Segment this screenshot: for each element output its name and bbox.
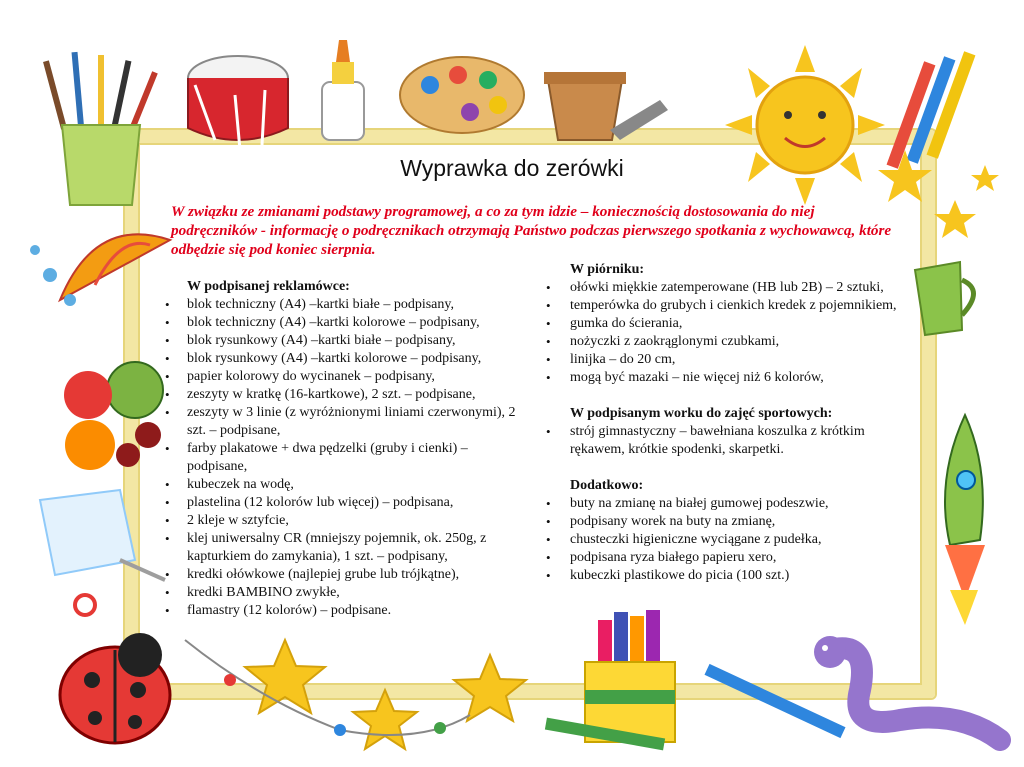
bullet-icon: •: [165, 387, 170, 402]
intro-notice: W związku ze zmianami podstawy programowej, a co za tym idzie – koniecznością dostosowania do niej podręczników - informację o podręcznikach otrzymają Państwo podczas pierwszego spotkania z wychowawcą, które odbędzie się pod koniec sierpnia.: [171, 203, 892, 259]
list-item-text: zeszyty w 3 linie (z wyróżnionymi liniami czerwonymi), 2 szt. – podpisane,: [187, 405, 516, 438]
list-item: [163, 314, 523, 332]
paper-scissors-icon: [40, 490, 165, 615]
list-item-text: kredki ołówkowe (najlepiej grube lub trójkątne),: [187, 567, 460, 582]
bullet-icon: •: [165, 297, 170, 312]
list-item-text: kubeczki plastikowe do picia (100 szt.): [570, 568, 790, 583]
list-item: [544, 513, 919, 531]
bullet-icon: •: [165, 531, 170, 546]
umbrella-icon: [30, 234, 170, 306]
list-item-text: zeszyty w kratkę (16-kartkowe), 2 szt. – podpisane,: [187, 387, 476, 402]
list-item: [544, 531, 919, 549]
left-column: [163, 278, 523, 620]
bullet-icon: •: [165, 333, 170, 348]
bullet-icon: •: [165, 567, 170, 582]
list-item: [544, 549, 919, 567]
list-item: [163, 332, 523, 350]
list-item-text: strój gimnastyczny – bawełniana koszulka z krótkim rękawem, krótkie spodenki, skarpetki.: [570, 424, 865, 457]
worm-icon: [814, 636, 1000, 740]
list-item-text: blok techniczny (A4) –kartki białe – podpisany,: [187, 297, 454, 312]
pencils-top-right-icon: [887, 51, 976, 168]
list-item: [163, 566, 523, 584]
list-item: [163, 350, 523, 368]
list-item-text: podpisana ryza białego papieru xero,: [570, 550, 777, 565]
list-item-text: gumka do ścierania,: [570, 316, 683, 331]
section-spacer: [544, 387, 919, 405]
list-item: [544, 369, 919, 387]
list-bag-items: [163, 296, 523, 620]
list-item: [544, 333, 919, 351]
bullet-icon: •: [165, 369, 170, 384]
bullet-icon: •: [546, 424, 551, 439]
brushes-cup-icon: [43, 52, 158, 205]
list-item-text: podpisany worek na buty na zmianę,: [570, 514, 776, 529]
section-spacer: [544, 459, 919, 477]
list-item-text: mogą być mazaki – nie więcej niż 6 kolorów,: [570, 370, 824, 385]
list-item: [544, 351, 919, 369]
list-item-text: temperówka do grubych i cienkich kredek z pojemnikiem,: [570, 298, 897, 313]
list-item: [163, 386, 523, 404]
list-item: [163, 296, 523, 314]
list-item: [544, 495, 919, 513]
bullet-icon: •: [546, 514, 551, 529]
list-item: [163, 368, 523, 386]
list-item-text: plastelina (12 kolorów lub więcej) – podpisana,: [187, 495, 454, 510]
section-list: [544, 495, 919, 585]
bullet-icon: •: [165, 315, 170, 330]
drum-icon: [188, 56, 288, 150]
list-item: [163, 584, 523, 602]
list-item: [163, 476, 523, 494]
section-heading: W piórniku:: [570, 262, 645, 277]
list-item-text: blok rysunkowy (A4) –kartki białe – podpisany,: [187, 333, 456, 348]
bullet-icon: •: [546, 280, 551, 295]
bullet-icon: •: [165, 495, 170, 510]
list-item-text: buty na zmianę na białej gumowej podeszwie,: [570, 496, 829, 511]
section-heading: Dodatkowo:: [570, 478, 644, 493]
list-item: [544, 423, 919, 459]
bullet-icon: •: [546, 532, 551, 547]
list-item-text: kredki BAMBINO zwykłe,: [187, 585, 340, 600]
bullet-icon: •: [546, 334, 551, 349]
list-item: [544, 567, 919, 585]
section-heading: W podpisanym worku do zajęć sportowych:: [570, 406, 833, 421]
bullet-icon: •: [546, 352, 551, 367]
watering-cup-icon: [915, 262, 974, 335]
bullet-icon: •: [165, 477, 170, 492]
bullet-icon: •: [165, 405, 170, 420]
list-item: [163, 440, 523, 476]
flowerpot-icon: [544, 72, 668, 140]
bullet-icon: •: [546, 298, 551, 313]
list-item-text: nożyczki z zaokrąglonymi czubkami,: [570, 334, 780, 349]
bullet-icon: •: [546, 370, 551, 385]
fruits-icon: [64, 362, 163, 470]
section-list: [544, 423, 919, 459]
list-item: [544, 315, 919, 333]
ladybug-icon: [60, 633, 170, 743]
rocket-icon: [945, 415, 985, 625]
bullet-icon: •: [165, 513, 170, 528]
list-item-text: klej uniwersalny CR (mniejszy pojemnik, ok. 250g, z kapturkiem do zamykania), 1 szt. – podpisany,: [187, 531, 487, 564]
list-item: [163, 512, 523, 530]
list-item-text: blok rysunkowy (A4) –kartki kolorowe – podpisany,: [187, 351, 482, 366]
list-item-text: 2 kleje w sztyfcie,: [187, 513, 289, 528]
list-item: [163, 602, 523, 620]
bead-string-icon: [185, 640, 470, 736]
list-item: [163, 530, 523, 566]
bullet-icon: •: [546, 568, 551, 583]
list-item-text: ołówki miękkie zatemperowane (HB lub 2B) – 2 sztuki,: [570, 280, 884, 295]
bullet-icon: •: [165, 585, 170, 600]
section-heading-bag: W podpisanej reklamówce:: [187, 279, 350, 294]
list-item-text: flamastry (12 kolorów) – podpisane.: [187, 603, 392, 618]
right-column: [544, 261, 919, 585]
list-item: [544, 279, 919, 297]
list-item: [163, 404, 523, 440]
list-item-text: papier kolorowy do wycinanek – podpisany,: [187, 369, 435, 384]
page-title: Wyprawka do zerówki: [400, 155, 624, 181]
stars-bottom-icon: [245, 640, 526, 749]
list-item-text: linijka – do 20 cm,: [570, 352, 676, 367]
glue-bottle-icon: [322, 40, 364, 140]
list-item-text: farby plakatowe + dwa pędzelki (gruby i cienki) – podpisane,: [187, 441, 468, 474]
list-item: [544, 297, 919, 315]
bullet-icon: •: [546, 316, 551, 331]
list-item: [163, 494, 523, 512]
list-item-text: blok techniczny (A4) –kartki kolorowe – podpisany,: [187, 315, 480, 330]
bullet-icon: •: [165, 351, 170, 366]
bullet-icon: •: [546, 550, 551, 565]
bullet-icon: •: [546, 496, 551, 511]
list-item-text: kubeczek na wodę,: [187, 477, 294, 492]
crayon-box-icon: [585, 610, 675, 742]
list-item-text: chusteczki higieniczne wyciągane z pudełka,: [570, 532, 822, 547]
paint-palette-icon: [400, 57, 524, 133]
section-list: [544, 279, 919, 387]
bullet-icon: •: [165, 441, 170, 456]
bullet-icon: •: [165, 603, 170, 618]
